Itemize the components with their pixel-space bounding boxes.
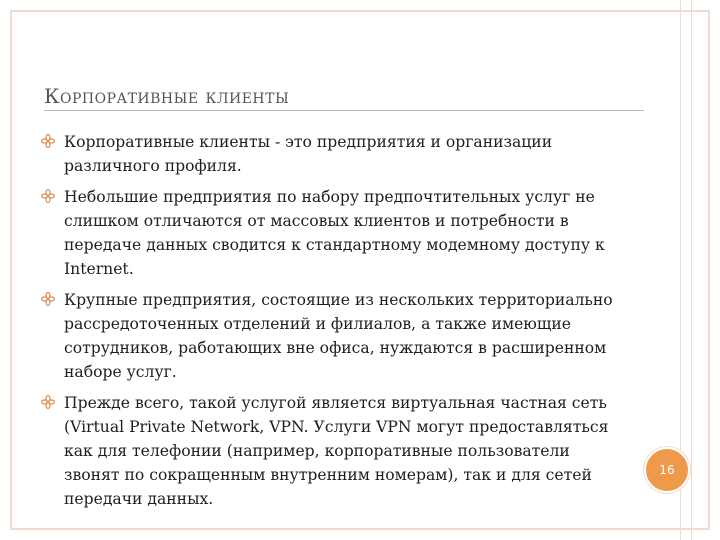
- bullet-item: [40, 130, 626, 178]
- bullet-item: [40, 391, 626, 511]
- flower-bullet-icon: [41, 395, 55, 409]
- bullet-list: [40, 130, 626, 518]
- flower-bullet-icon: [41, 134, 55, 148]
- bullet-text: Небольшие предприятия по набору предпочтительных услуг не слишком отличаются от массовых клиентов и потребности в передаче данных сводится к стандартному модемному доступу к Internet.: [64, 188, 605, 278]
- bullet-text: Прежде всего, такой услугой является виртуальная частная сеть (Virtual Private Network, VPN. Услуги VPN могут предоставляться как для телефонии (например, корпоративные пользователи звонят по сокращенным внутренним номерам), так и для сетей передачи данных.: [64, 394, 609, 508]
- page-number: 16: [659, 463, 675, 477]
- flower-bullet-icon: [41, 189, 55, 203]
- page-number-badge: [644, 447, 690, 493]
- flower-bullet-icon: [41, 292, 55, 306]
- title-divider: [44, 110, 644, 111]
- bullet-text: Корпоративные клиенты - это предприятия и организации различного профиля.: [64, 133, 553, 175]
- bullet-item: [40, 185, 626, 281]
- bullet-item: [40, 288, 626, 384]
- slide-title: Корпоративные клиенты: [44, 84, 290, 108]
- bullet-text: Крупные предприятия, состоящие из нескольких территориально рассредоточенных отделений и филиалов, а также имеющие сотрудников, работающих вне офиса, нуждаются в расширенном наборе услуг.: [64, 291, 613, 381]
